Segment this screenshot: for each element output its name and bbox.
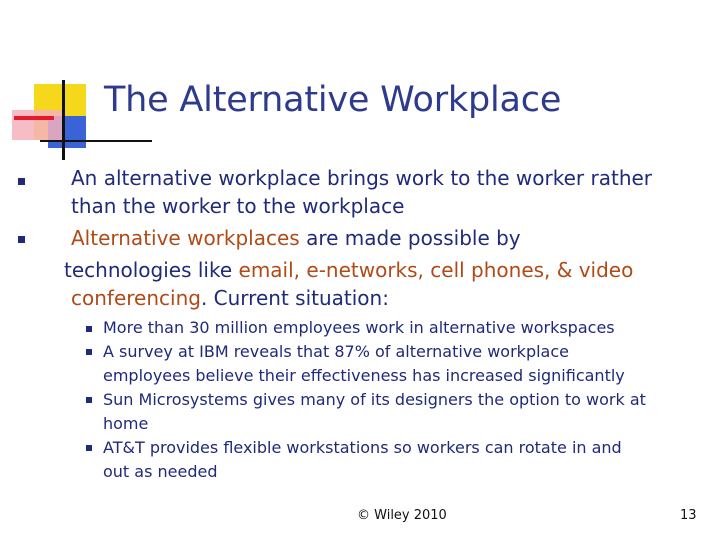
footer-copyright: © Wiley 2010 <box>357 508 447 523</box>
page-number: 13 <box>680 508 697 523</box>
slide-title: The Alternative Workplace <box>104 80 562 120</box>
sub-bullet-4-line-1: AT&T provides flexible workstations so workers can rotate in and <box>103 438 622 457</box>
bullet-2-line-2 <box>64 258 633 282</box>
bullet-2-term: Alternative workplaces <box>71 226 300 250</box>
logo-line-vertical <box>62 80 65 160</box>
bullet-2-line-3-tech: conferencing <box>71 286 201 310</box>
bullet-2-line-3-post: . Current situation: <box>200 286 389 310</box>
sub-bullet-square-icon <box>86 349 92 355</box>
bullet-2-tech: email, e-networks, cell phones, & video <box>238 258 634 282</box>
sub-bullet-square-icon <box>86 326 92 332</box>
sub-bullet-1: More than 30 million employees work in alternative workspaces <box>103 318 615 337</box>
sub-bullet-3-line-1: Sun Microsystems gives many of its designers the option to work at <box>103 390 646 409</box>
sub-bullet-2-line-1: A survey at IBM reveals that 87% of alternative workplace <box>103 342 569 361</box>
sub-bullet-square-icon <box>86 397 92 403</box>
bullet-1-line-2: than the worker to the workplace <box>71 194 405 218</box>
logo-square-pink <box>12 110 62 140</box>
sub-bullet-3-line-2: home <box>103 414 149 433</box>
bullet-2-line-2-pre: technologies like <box>64 258 239 282</box>
sub-bullet-4-line-2: out as needed <box>103 462 218 481</box>
bullet-square-icon <box>18 236 25 243</box>
logo-bar-red <box>14 116 54 120</box>
bullet-2-rest: are made possible by <box>299 226 521 250</box>
bullet-2-line-3 <box>71 286 389 310</box>
bullet-square-icon <box>18 178 25 185</box>
logo-line-horizontal <box>40 140 152 142</box>
bullet-2-line-1 <box>71 226 521 250</box>
sub-bullet-square-icon <box>86 445 92 451</box>
bullet-1-line-1: An alternative workplace brings work to the worker rather <box>71 166 653 190</box>
sub-bullet-2-line-2: employees believe their effectiveness has increased significantly <box>103 366 625 385</box>
